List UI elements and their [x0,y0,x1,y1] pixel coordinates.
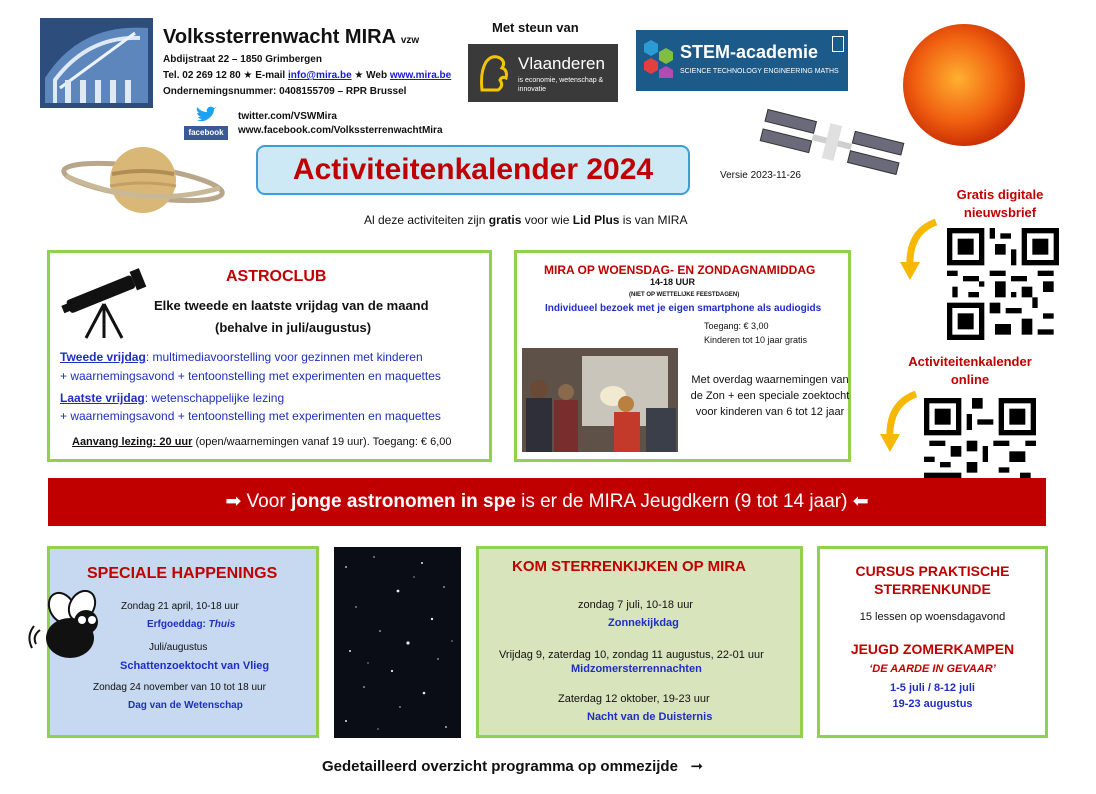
astroclub-title: ASTROCLUB [226,268,327,285]
summer-camp-theme: ‘DE AARDE IN GEVAAR’ [869,663,996,675]
summer-camp-dates-2: 19-23 augustus [892,698,973,710]
saturn-image [60,140,226,222]
hexagon-icon [642,38,676,78]
stargazing-date-1: zondag 7 juli, 10-18 uur [578,599,693,611]
org-address: Abdijstraat 22 – 1850 Grimbergen [163,54,322,65]
event-date-1: Zondag 21 april, 10-18 uur [121,601,239,612]
facebook-icon: facebook [184,126,228,140]
newsletter-qr-code[interactable] [946,228,1060,340]
sun-image [903,24,1025,146]
astroclub-schedule: Elke tweede en laatste vrijdag van de maand [154,298,429,313]
stem-academie-logo: STEM-academie SCIENCE TECHNOLOGY ENGINEERING MATHS [636,30,848,91]
vlaanderen-logo: Vlaanderen is economie, wetenschap & innovatie [468,44,618,102]
weekday-visit-price: Toegang: € 3,00 [704,321,769,331]
course-title-2: STERRENKUNDE [874,581,991,597]
support-label: Met steun van [492,20,579,35]
stargazing-date-2: Vrijdag 9, zaterdag 10, zondag 11 augustus, 22-01 uur [499,649,764,661]
event-name-2: Schattenzoektocht van Vlieg [120,660,270,672]
version-label: Versie 2023-11-26 [720,170,801,181]
astroclub-exception: (behalve in juli/augustus) [215,320,372,335]
youth-banner: ➡ Voor jonge astronomen in spe is er de MIRA Jeugdkern (9 tot 14 jaar) ⬅ [48,478,1046,526]
event-date-2: Juli/augustus [149,642,208,653]
event-name-1: Erfgoeddag: Thuis [147,619,236,630]
flag-icon [832,36,844,52]
weekday-visit-audioguide: Individueel bezoek met je eigen smartphone als audiogids [545,303,822,314]
astroclub-footer: Aanvang lezing: 20 uur (open/waarnemingen vanaf 19 uur). Toegang: € 6,00 [72,436,452,448]
stargazing-title: KOM STERRENKIJKEN OP MIRA [512,558,746,575]
special-events-title: SPECIALE HAPPENINGS [87,565,278,582]
newsletter-label: Gratis digitale nieuwsbrief [956,187,1044,220]
weekday-visit-title: MIRA OP WOENSDAG- EN ZONDAGNAMIDDAG [544,263,816,277]
second-friday-line-2: + waarnemingsavond + tentoonstelling met experimenten en maquettes [60,369,441,383]
last-friday-line-2: + waarnemingsavond + tentoonstelling met experimenten en maquettes [60,409,441,423]
weekday-visit-kids: Kinderen tot 10 jaar gratis [704,335,808,345]
org-company-number: Ondernemingsnummer: 0408155709 – RPR Brussel [163,86,407,97]
second-friday-line: Tweede vrijdag: multimediavoorstelling voor gezinnen met kinderen [60,350,423,364]
event-name-3: Dag van de Wetenschap [128,700,243,711]
mira-logo [40,18,153,108]
observatory-logo-icon [40,18,153,108]
arrow-right-icon: ➞ [690,758,704,775]
last-friday-line: Laatste vrijdag: wetenschappelijke lezing [60,391,285,405]
weekday-visit-note: (NIET OP WETTELIJKE FEESTDAGEN) [629,292,740,298]
children-visit-photo [522,348,678,452]
org-name: Volkssterrenwacht MIRA vzw [163,26,420,48]
website-link[interactable]: www.mira.be [389,70,452,81]
twitter-handle[interactable]: twitter.com/VSWMira [238,111,337,122]
summer-camp-title: JEUGD ZOMERKAMPEN [850,641,1015,657]
page-title: Activiteitenkalender 2024 [256,145,690,195]
org-contact: Tel. 02 269 12 80 ★ E-mail info@mira.be ★ Web www.mira.be [163,70,452,81]
event-date-3: Zondag 24 november van 10 tot 18 uur [93,682,266,693]
online-calendar-label: Activiteitenkalender online [908,354,1032,387]
course-title-1: CURSUS PRAKTISCHE [855,563,1010,579]
stargazing-event-2: Midzomersterrennachten [571,663,702,675]
yellow-arrow-icon [898,218,942,282]
summer-camp-dates-1: 1-5 juli / 8-12 juli [890,682,975,694]
fly-mascot-icon [26,590,110,670]
night-sky-photo [334,547,461,738]
stargazing-date-3: Zaterdag 12 oktober, 19-23 uur [558,693,710,705]
email-link[interactable]: info@mira.be [287,70,352,81]
yellow-arrow-icon [878,390,922,454]
telescope-icon [58,264,150,340]
lion-icon [476,52,512,94]
stargazing-event-1: Zonnekijkdag [608,617,679,629]
space-station-image [752,106,912,178]
weekday-visit-hours: 14-18 UUR [650,277,696,287]
footer-note: Gedetailleerd overzicht programma op ommezijde ➞ [322,758,704,775]
weekday-visit-description: Met overdag waarnemingen van de Zon + een speciale zoektocht voor kinderen van 6 tot 12 jaar [690,374,850,418]
org-info [163,26,493,97]
facebook-url[interactable]: www.facebook.com/VolkssterrenwachtMira [238,125,443,136]
free-notice: Al deze activiteiten zijn gratis voor wie Lid Plus is van MIRA [364,213,688,227]
course-lessons: 15 lessen op woensdagavond [859,611,1006,623]
stargazing-event-3: Nacht van de Duisternis [587,711,713,723]
